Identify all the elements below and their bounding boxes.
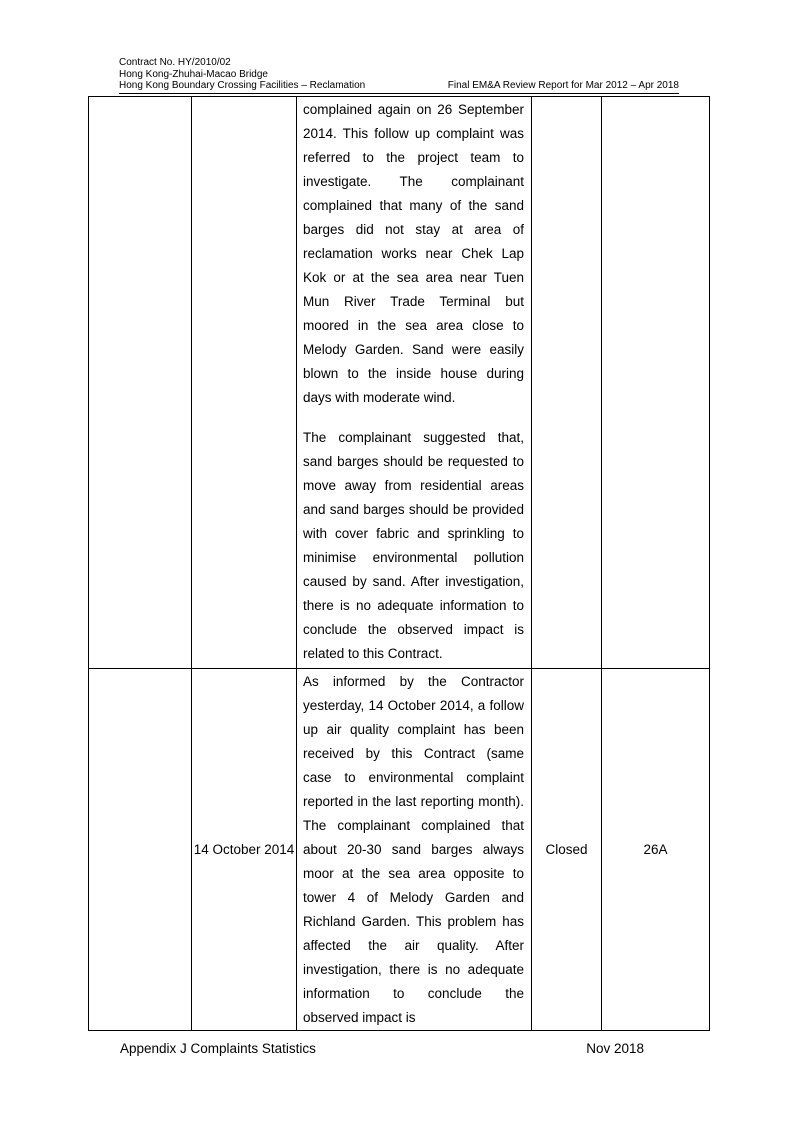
report-title: Final EM&A Review Report for Mar 2012 – Apr 2018 bbox=[447, 80, 679, 91]
facility-name: Hong Kong Boundary Crossing Facilities – Reclamation bbox=[119, 80, 366, 91]
complaint-ref-cell: 26A bbox=[602, 669, 710, 1031]
description-paragraph: As informed by the Contractor yesterday, 14 October 2014, a follow up air quality complaint has been received by this Contract (same case to environmental complaint reported in the last reporting month). The complainant complained that about 20-30 sand barges always moor at the sea area opposite to tower 4 of Melody Garden and Richland Garden. This problem has affected the air quality. After investigation, there is no adequate information to conclude the observed impact is bbox=[303, 674, 524, 1025]
complaint-status-cell: Closed bbox=[532, 669, 602, 1031]
project-name: Hong Kong-Zhuhai-Macao Bridge bbox=[119, 68, 268, 80]
complaint-date-cell bbox=[192, 97, 297, 669]
footer-date: Nov 2018 bbox=[586, 1041, 644, 1056]
header-title-row bbox=[119, 80, 679, 92]
contract-number: Contract No. HY/2010/02 bbox=[119, 57, 231, 68]
footer-appendix-title: Appendix J Complaints Statistics bbox=[120, 1041, 316, 1056]
description-paragraph: The complainant suggested that, sand barges should be requested to move away from residential areas and sand barges should be provided with cover fabric and sprinkling to minimise environmental pollution caused by sand. After investigation, there is no adequate information to conclude the observed impact is related to this Contract. bbox=[303, 430, 524, 661]
complaint-description-cell bbox=[297, 97, 532, 669]
complaint-ref-cell bbox=[602, 97, 710, 669]
page-footer bbox=[120, 1041, 644, 1056]
complaint-description-cell bbox=[297, 669, 532, 1031]
table-row bbox=[89, 669, 710, 1031]
table-row bbox=[89, 97, 710, 669]
table-cell-blank bbox=[89, 669, 192, 1031]
header-rule bbox=[119, 93, 679, 94]
table-cell-blank bbox=[89, 97, 192, 669]
page-header bbox=[119, 57, 679, 92]
description-paragraph: complained again on 26 September 2014. This follow up complaint was referred to the project team to investigate. The complainant complained that many of the sand barges did not stay at area of reclamation works near Chek Lap Kok or at the sea area near Tuen Mun River Trade Terminal but moored in the sea area close to Melody Garden. Sand were easily blown to the inside house during days with moderate wind. bbox=[303, 102, 524, 405]
complaint-status-cell bbox=[532, 97, 602, 669]
complaint-date-cell: 14 October 2014 bbox=[192, 669, 297, 1031]
complaints-table bbox=[88, 96, 710, 1031]
